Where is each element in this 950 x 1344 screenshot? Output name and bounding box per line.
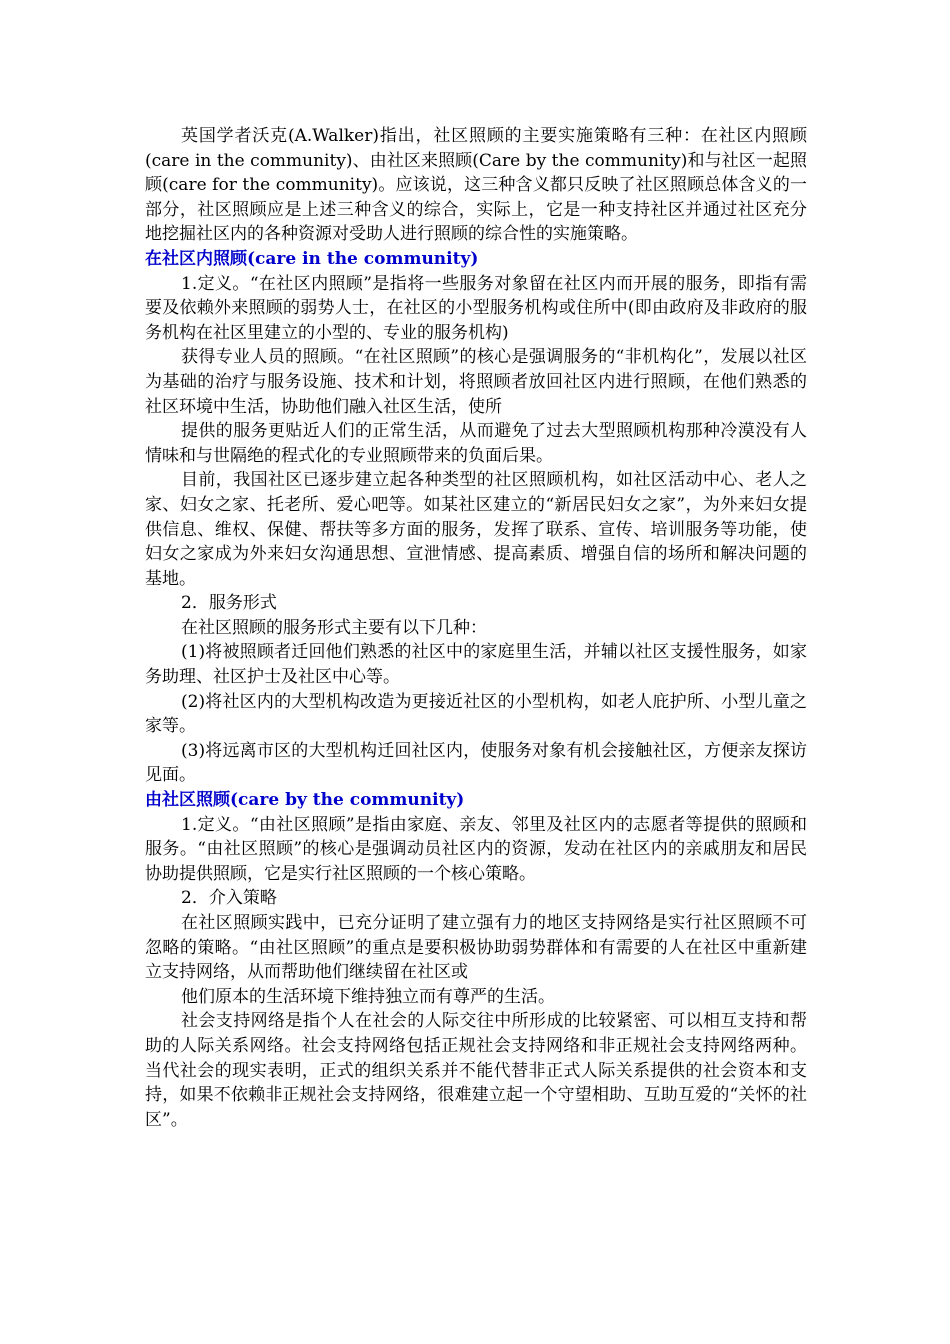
intervention-heading: 2．介入策略 xyxy=(181,888,277,909)
service-form-item-1: (1)将被照顾者迁回他们熟悉的社区中的家庭里生活，并辅以社区支援性服务，如家务助理、社区护士及社区中心等。 xyxy=(145,642,807,688)
section-heading-care-by-community: 由社区照顾(care by the community) xyxy=(145,790,465,811)
service-form-heading: 2．服务形式 xyxy=(181,593,277,614)
document-body xyxy=(145,124,807,1132)
definition-paragraph: 1.定义。“在社区内照顾”是指将一些服务对象留在社区内而开展的服务，即指有需要及依赖外来照顾的弱势人士，在社区的小型服务机构或住所中(即由政府及非政府的服务机构在社区里建立的小型的、专业的服务机构) xyxy=(145,273,807,343)
support-network-paragraph: 社会支持网络是指个人在社会的人际交往中所形成的比较紧密、可以相互支持和帮助的人际关系网络。社会支持网络包括正规社会支持网络和非正规社会支持网络两种。当代社会的现实表明，正式的组织关系并不能代替非正式人际关系提供的社会资本和支持，如果不依赖非正规社会支持网络，很难建立起一个守望相助、互助互爱的“关怀的社区”。 xyxy=(145,1011,807,1130)
definition-paragraph-2: 1.定义。“由社区照顾”是指由家庭、亲友、邻里及社区内的志愿者等提供的照顾和服务。“由社区照顾”的核心是强调动员社区内的资源，发动在社区内的亲戚朋友和居民协助提供照顾，它是实行社区照顾的一个核心策略。 xyxy=(145,814,807,884)
service-form-item-2: (2)将社区内的大型机构改造为更接近社区的小型机构，如老人庇护所、小型儿童之家等。 xyxy=(145,691,807,737)
current-status-paragraph: 目前，我国社区已逐步建立起各种类型的社区照顾机构，如社区活动中心、老人之家、妇女之家、托老所、爱心吧等。如某社区建立的“新居民妇女之家”，为外来妇女提供信息、维权、保健、帮扶等多方面的服务，发挥了联系、宣传、培训服务等功能，使妇女之家成为外来妇女沟通思想、宣泄情感、提高素质、增强自信的场所和解决问题的基地。 xyxy=(145,470,807,589)
intervention-continuation: 他们原本的生活环境下维持独立而有尊严的生活。 xyxy=(181,986,555,1007)
intervention-paragraph: 在社区照顾实践中，已充分证明了建立强有力的地区支持网络是实行社区照顾不可忽略的策略。“由社区照顾”的重点是要积极协助弱势群体和有需要的人在社区中重新建立支持网络，从而帮助他们继续留在社区或 xyxy=(145,913,807,983)
section-heading-care-in-community: 在社区内照顾(care in the community) xyxy=(145,248,479,269)
service-form-intro: 在社区照顾的服务形式主要有以下几种： xyxy=(181,617,487,638)
service-paragraph: 提供的服务更贴近人们的正常生活，从而避免了过去大型照顾机构那种冷漠没有人情味和与世隔绝的程式化的专业照顾带来的负面后果。 xyxy=(145,421,807,466)
intro-paragraph: 英国学者沃克(A.Walker)指出，社区照顾的主要实施策略有三种：在社区内照顾(care in the community)、由社区来照顾(Care by the community)和与社区一起照顾(care for the community)。应该说，这三种含义都只反映了社区照顾总体含义的一部分，社区照顾应是上述三种含义的综合，实际上，它是一种支持社区并通过社区充分地挖掘社区内的各种资源对受助人进行照顾的综合性的实施策略。 xyxy=(145,126,807,245)
core-paragraph: 获得专业人员的照顾。“在社区照顾”的核心是强调服务的“非机构化”，发展以社区为基础的治疗与服务设施、技术和计划，将照顾者放回社区内进行照顾，在他们熟悉的社区环境中生活，协助他们融入社区生活，使所 xyxy=(145,347,807,417)
service-form-item-3: (3)将远离市区的大型机构迁回社区内，使服务对象有机会接触社区，方便亲友探访见面。 xyxy=(145,740,807,786)
